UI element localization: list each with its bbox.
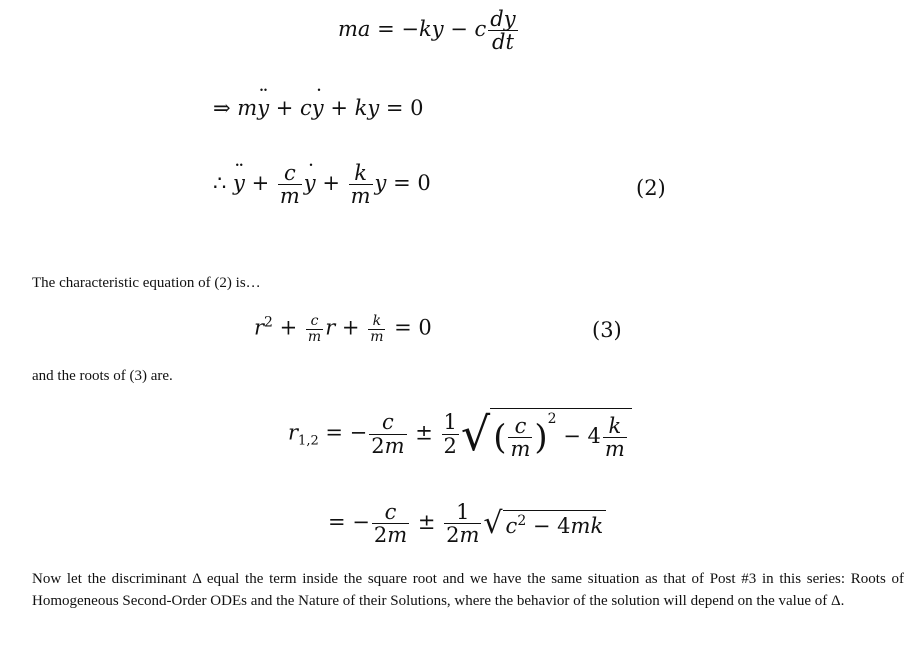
char-eq-intro-text: The characteristic equation of (2) is…: [32, 275, 261, 291]
equation-characteristic: $r^2$ + $\frac{c}{m}$ r + $\frac{k}{m}$ = 0: [254, 313, 432, 345]
conclusion-paragraph: Now let the discriminant Δ equal the term inside the square root and we have the same situation as that of Post #3 in this series: Roots of Homogeneous Second-Order ODEs and the Nature of their Solutions, where the behavior of the solution will depend on the value of Δ.: [32, 571, 904, 609]
square-root: √( $\frac{c}{m}$ )$^2$ − 4 $\frac{k}{m}$: [461, 408, 632, 460]
equation-newton-second-law: ma = −ky − c $\frac{dy}{dt}$: [338, 7, 516, 55]
roots-intro-text: and the roots of (3) are.: [32, 368, 173, 384]
equation-roots-general: $r_{1,2}$ = − $\frac{c}{2m}$ ± $\frac{1}{2}$ √( $\frac{c}{m}$ )$^2$ − 4 $\frac{k}{m}$: [288, 408, 632, 460]
equation-number-3: (3): [592, 318, 622, 342]
equation-number-2: (2): [636, 176, 666, 200]
equation-normalized-oscillator: ∴ ¨ y + $\frac{c}{m}$ ˙ y + $\frac{k}{m}$ y = 0: [213, 162, 431, 207]
equation-damped-oscillator: ⇒ m¨ y + c˙ y + ky = 0: [213, 96, 424, 120]
square-root: √ $c^2 - 4mk$: [483, 509, 606, 539]
equation-roots-simplified: = − $\frac{c}{2m}$ ± $\frac{1}{2m}$ √ $c^2 - 4mk$: [328, 501, 606, 546]
